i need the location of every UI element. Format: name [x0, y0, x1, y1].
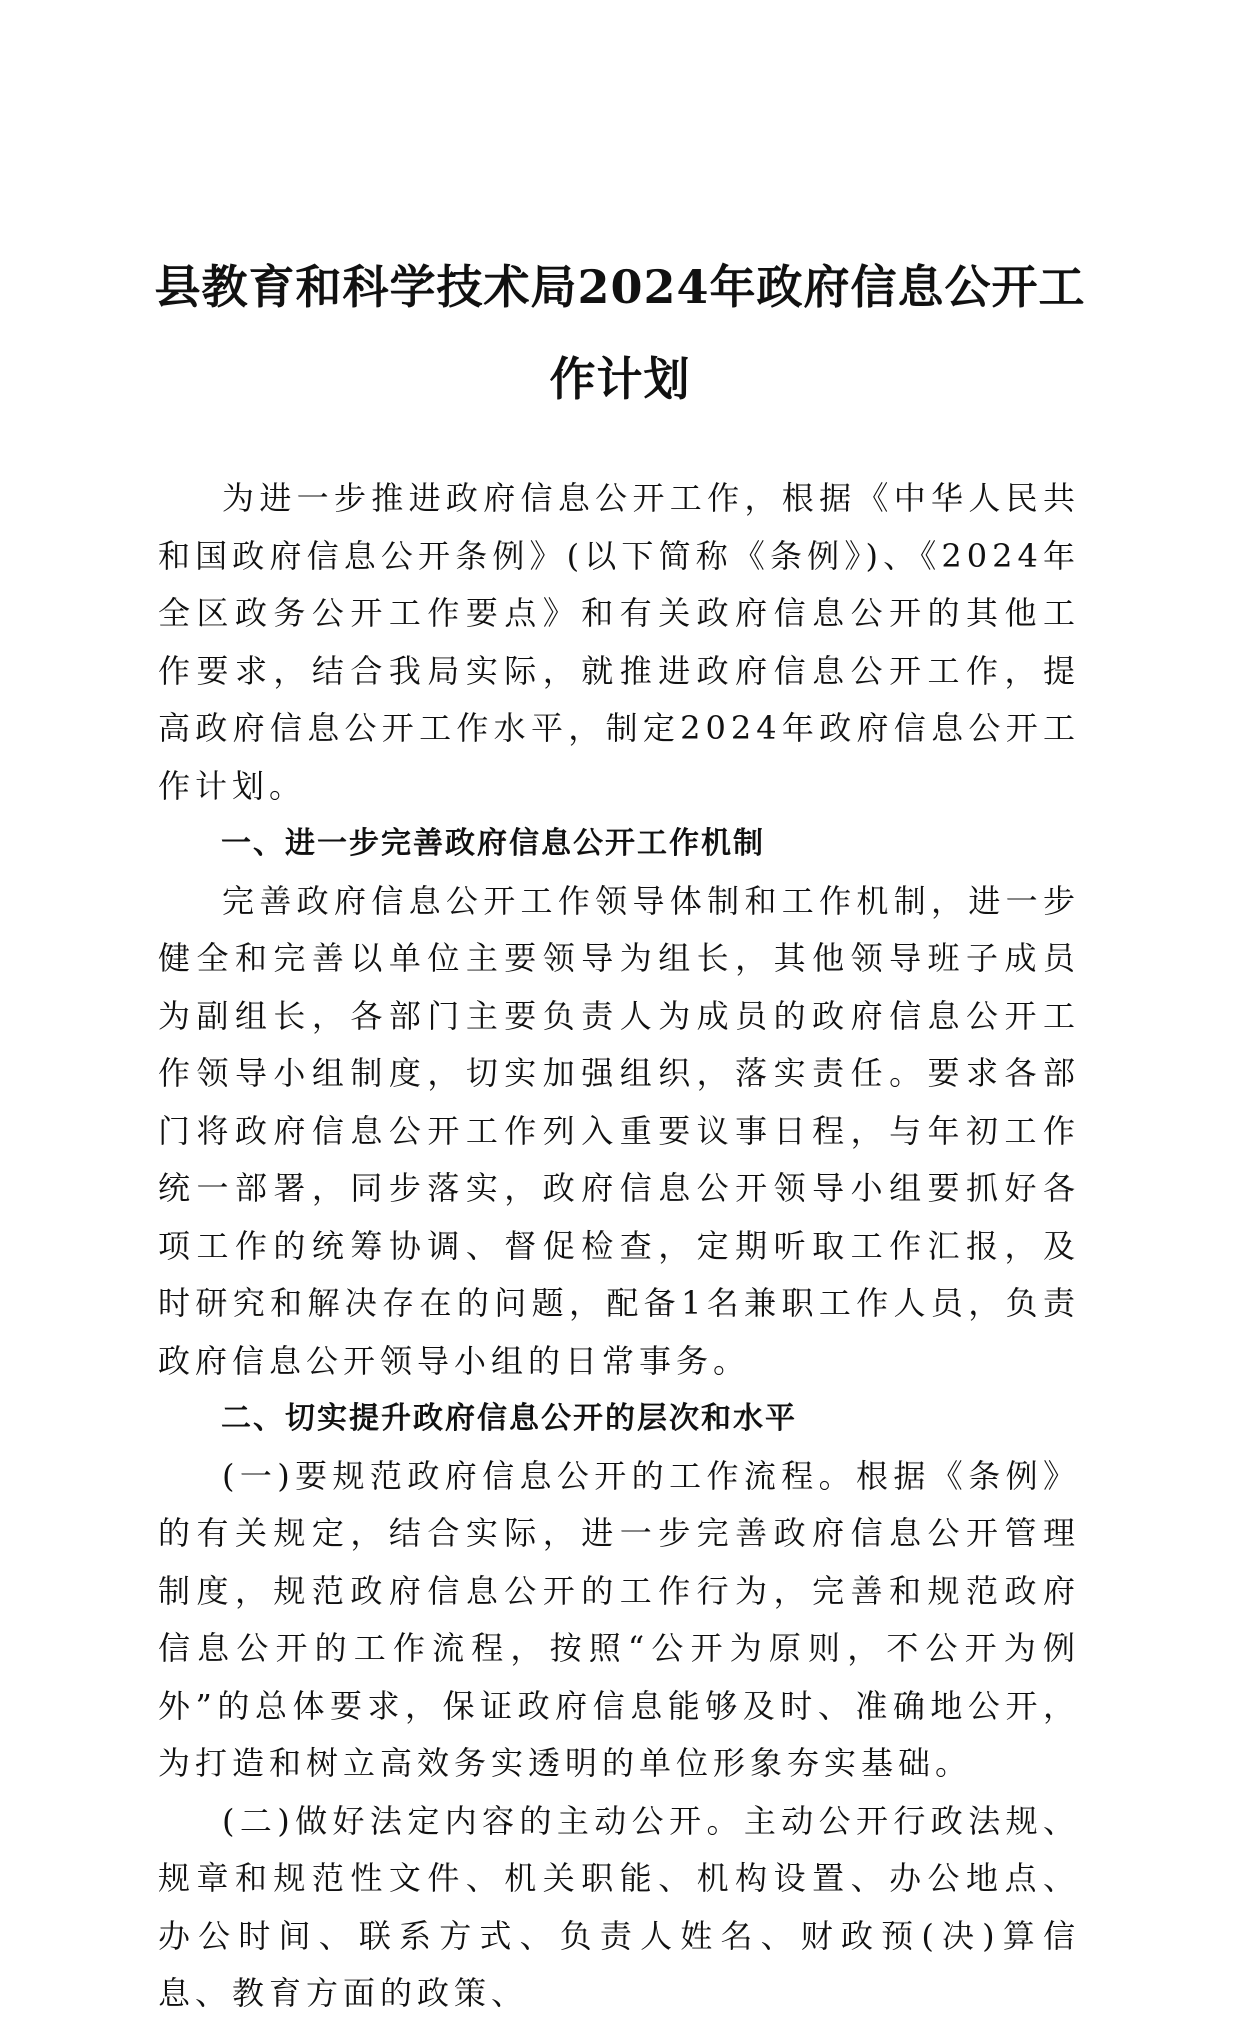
section-2-heading: 二、切实提升政府信息公开的层次和水平 [221, 1401, 797, 1436]
document-title-line-1: 县教育和科学技术局2024年政府信息公开工 [154, 260, 1086, 314]
section-2-paragraph-1: (一)要规范政府信息公开的工作流程。根据《条例》的有关规定，结合实际，进一步完善政府信息公开管理制度，规范政府信息公开的工作行为，完善和规范政府信息公开的工作流程，按照“公开为原则，不公开为例外”的总体要求，保证政府信息能够及时、准确地公开，为打造和树立高效务实透明的单位形象夯实基础。 [158, 1456, 1080, 1782]
intro-paragraph: 为进一步推进政府信息公开工作，根据《中华人民共和国政府信息公开条例》(以下简称《条例》)、《2024年全区政务公开工作要点》和有关政府信息公开的其他工作要求，结合我局实际，就推进政府信息公开工作，提高政府信息公开工作水平，制定2024年政府信息公开工作计划。 [158, 479, 1080, 805]
section-1-paragraph: 完善政府信息公开工作领导体制和工作机制，进一步健全和完善以单位主要领导为组长，其他领导班子成员为副组长，各部门主要负责人为成员的政府信息公开工作领导小组制度，切实加强组织，落实责任。要求各部门将政府信息公开工作列入重要议事日程，与年初工作统一部署，同步落实，政府信息公开领导小组要抓好各项工作的统筹协调、督促检查，定期听取工作汇报，及时研究和解决存在的问题，配备1名兼职工作人员，负责政府信息公开领导小组的日常事务。 [158, 881, 1080, 1380]
section-2-paragraph-2: (二)做好法定内容的主动公开。主动公开行政法规、规章和规范性文件、机关职能、机构设置、办公地点、办公时间、联系方式、负责人姓名、财政预(决)算信息、教育方面的政策、 [158, 1801, 1080, 2012]
document-body [158, 470, 1080, 2023]
section-1-heading: 一、进一步完善政府信息公开工作机制 [221, 826, 765, 861]
document-title-line-2: 作计划 [549, 352, 691, 406]
